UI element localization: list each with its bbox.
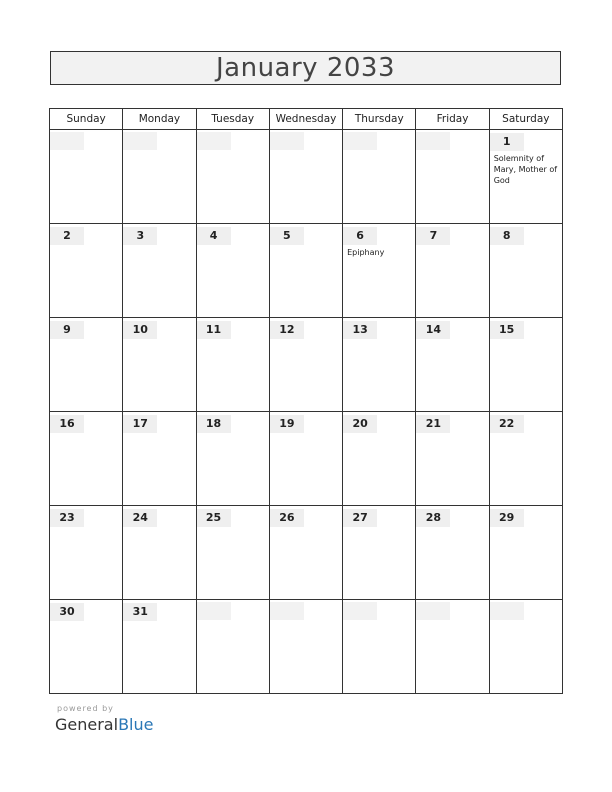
day-cell: [50, 224, 123, 318]
week-row: [50, 412, 563, 506]
week-row: [50, 506, 563, 600]
day-cell: [416, 130, 489, 224]
week-row: [50, 318, 563, 412]
day-number: 4: [197, 227, 231, 245]
day-cell: [123, 318, 196, 412]
day-number: 27: [343, 509, 377, 527]
day-number: [50, 132, 84, 150]
day-cell: [123, 506, 196, 600]
day-cell: [123, 224, 196, 318]
day-cell: [196, 130, 269, 224]
day-number: 5: [270, 227, 304, 245]
day-cell: [489, 224, 562, 318]
day-number: 13: [343, 321, 377, 339]
day-cell: [343, 318, 416, 412]
day-number: 10: [123, 321, 157, 339]
weekday-header: Thursday: [343, 109, 416, 130]
week-row: [50, 130, 563, 224]
day-number: 25: [197, 509, 231, 527]
weekday-header: Wednesday: [269, 109, 342, 130]
day-number: [343, 602, 377, 620]
day-cell: [50, 412, 123, 506]
weekday-header: Friday: [416, 109, 489, 130]
day-cell: [343, 506, 416, 600]
day-cell: [196, 506, 269, 600]
day-number: 21: [416, 415, 450, 433]
day-number: 2: [50, 227, 84, 245]
day-cell: [416, 600, 489, 694]
day-number: 22: [490, 415, 524, 433]
day-cell: [123, 130, 196, 224]
day-number: 23: [50, 509, 84, 527]
day-cell: [489, 600, 562, 694]
day-cell: [196, 318, 269, 412]
day-cell: [50, 506, 123, 600]
day-number: [123, 132, 157, 150]
powered-by-label: powered by: [57, 704, 114, 713]
weekday-header: Sunday: [50, 109, 123, 130]
day-number: 8: [490, 227, 524, 245]
day-number: 7: [416, 227, 450, 245]
weekday-header-row: [50, 109, 563, 130]
holiday-label: Solemnity of Mary, Mother of God: [493, 154, 558, 185]
day-cell: [489, 412, 562, 506]
day-number: [490, 602, 524, 620]
day-number: [343, 132, 377, 150]
day-cell: [123, 412, 196, 506]
day-number: [270, 132, 304, 150]
weekday-header: Saturday: [489, 109, 562, 130]
day-number: 20: [343, 415, 377, 433]
day-number: 18: [197, 415, 231, 433]
calendar-title: January 2033: [216, 53, 395, 83]
day-number: [416, 132, 450, 150]
day-number: 14: [416, 321, 450, 339]
day-number: 3: [123, 227, 157, 245]
day-number: 6: [343, 227, 377, 245]
day-cell: [416, 412, 489, 506]
day-cell: [489, 318, 562, 412]
brand-logo: [55, 715, 153, 734]
day-number: 24: [123, 509, 157, 527]
calendar-title-box: [50, 51, 561, 85]
calendar-body: [50, 130, 563, 694]
brand-blue-text: Blue: [118, 715, 154, 734]
day-cell: [50, 318, 123, 412]
day-number: 17: [123, 415, 157, 433]
weekday-header: Tuesday: [196, 109, 269, 130]
day-cell: [196, 224, 269, 318]
day-cell: [196, 412, 269, 506]
day-cell: [269, 318, 342, 412]
week-row: [50, 224, 563, 318]
day-cell: [416, 224, 489, 318]
day-number: [197, 602, 231, 620]
day-number: [270, 602, 304, 620]
day-number: 9: [50, 321, 84, 339]
day-number: 30: [50, 603, 84, 621]
weekday-header: Monday: [123, 109, 196, 130]
day-cell: [50, 130, 123, 224]
day-cell: [343, 412, 416, 506]
day-cell: [269, 224, 342, 318]
day-number: 1: [490, 133, 524, 151]
day-number: 16: [50, 415, 84, 433]
day-cell: [50, 600, 123, 694]
day-number: 28: [416, 509, 450, 527]
week-row: [50, 600, 563, 694]
day-cell: [196, 600, 269, 694]
day-number: 26: [270, 509, 304, 527]
day-number: 19: [270, 415, 304, 433]
day-cell: [343, 130, 416, 224]
day-number: [197, 132, 231, 150]
day-cell: [416, 318, 489, 412]
day-number: 15: [490, 321, 524, 339]
day-cell: [269, 506, 342, 600]
day-number: 12: [270, 321, 304, 339]
day-cell: [269, 130, 342, 224]
day-number: 31: [123, 603, 157, 621]
day-cell: [269, 412, 342, 506]
day-cell: [489, 506, 562, 600]
day-cell: [416, 506, 489, 600]
brand-general-text: General: [55, 715, 119, 734]
calendar-grid: [49, 108, 563, 694]
day-number: 11: [197, 321, 231, 339]
day-number: 29: [490, 509, 524, 527]
holiday-label: Epiphany: [347, 248, 385, 257]
day-number: [416, 602, 450, 620]
day-cell: [123, 600, 196, 694]
day-cell: [269, 600, 342, 694]
day-cell: [343, 224, 416, 318]
day-cell: [343, 600, 416, 694]
day-cell: [489, 130, 562, 224]
